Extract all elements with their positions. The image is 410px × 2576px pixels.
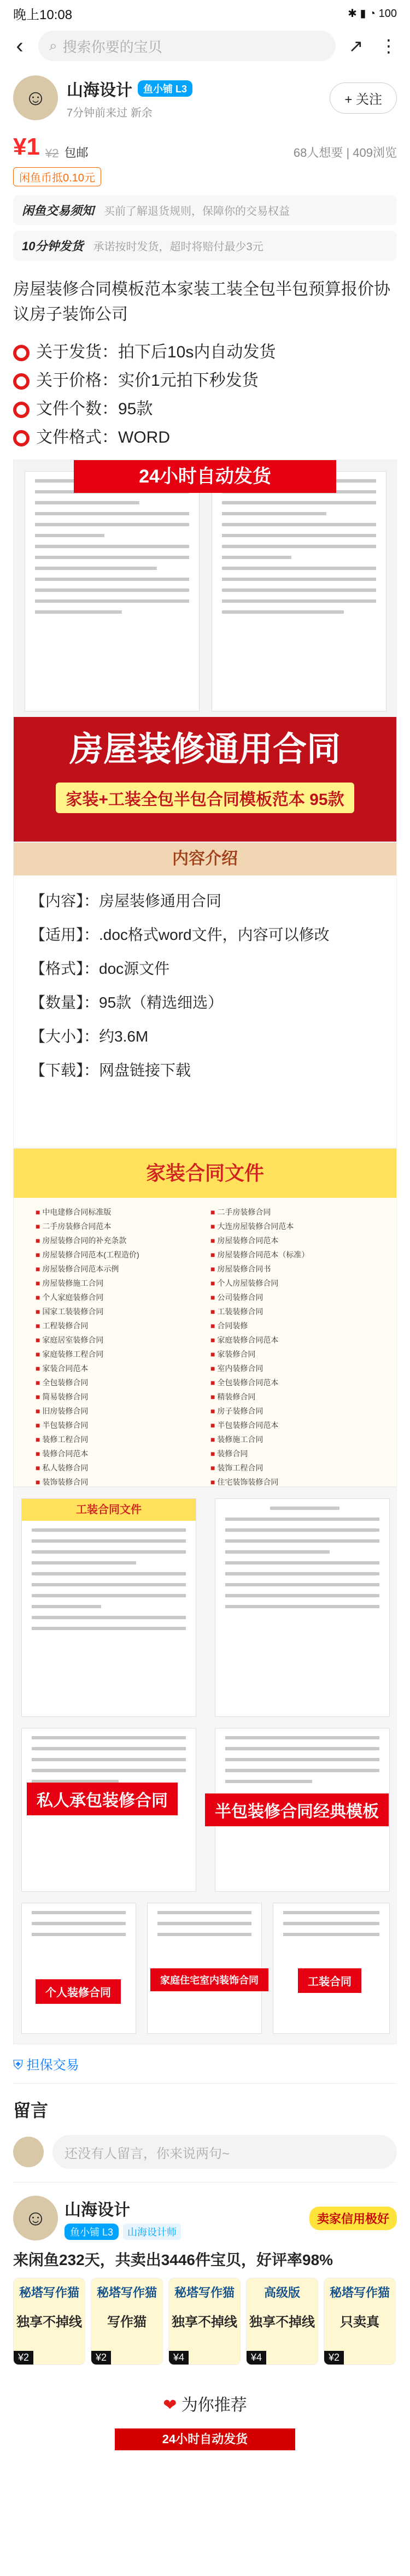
shield-icon: ⛨: [13, 2058, 27, 2073]
seller-card[interactable]: [0, 2183, 410, 2378]
band-subtitle: 家装+工装全包半包合同模板范本 95款: [56, 783, 354, 813]
search-input[interactable]: [38, 31, 336, 61]
messages-title: 留言: [13, 2101, 49, 2120]
file-item: ■ 房屋装修合同的补充条款: [36, 1235, 200, 1246]
guarantee-text: 担保交易: [26, 2058, 79, 2073]
recommend-banner[interactable]: 24小时自动发货: [115, 2428, 295, 2450]
file-item: ■ 中电建修合同标准版: [36, 1207, 200, 1218]
detail-image-4[interactable]: [13, 1487, 397, 2044]
more-icon[interactable]: ⋮: [380, 36, 397, 56]
circle-icon: [13, 430, 30, 446]
sold-stats: 来闲鱼232天，共卖出3446件宝贝，好评率98%: [13, 2251, 333, 2268]
file-item: ■ 公司装修合同: [210, 1292, 374, 1303]
seller-items: [13, 2278, 397, 2365]
thumb-price: ¥4: [169, 2351, 189, 2365]
thumb-price: ¥2: [324, 2351, 344, 2365]
band-title: 房屋装修通用合同: [69, 731, 341, 768]
file-item: ■ 家庭装修合同范本: [210, 1334, 374, 1345]
level-badge: 鱼小铺 L3: [138, 80, 192, 97]
file-item: ■ 大连房屋装修合同范本: [210, 1221, 374, 1232]
file-item: ■ 房子装修合同: [210, 1405, 374, 1416]
credit-badge: 卖家信用极好: [309, 2207, 397, 2230]
thumb-price: ¥2: [91, 2351, 111, 2365]
file-item: ■ 全包装修合同范本: [210, 1377, 374, 1388]
file-item: ■ 房屋装修合同范本示例: [36, 1263, 200, 1274]
file-item: ■ 装饰装修合同: [36, 1477, 200, 1487]
feature-list: [0, 338, 410, 452]
file-item: ■ 半包装修合同: [36, 1420, 200, 1431]
thumb-title: 高级版: [263, 2286, 300, 2299]
contract-band: [14, 717, 396, 842]
feature-item: [13, 395, 397, 424]
thumb-sub: 只卖真: [340, 2315, 379, 2330]
feature-text: 关于价格：实价1元拍下秒发货: [36, 372, 259, 390]
detail-image-2[interactable]: [13, 842, 397, 1148]
doc-preview: [21, 1498, 196, 1717]
notice-text: 承诺按时发货，超时将赔付最少3元: [93, 241, 263, 253]
original-price: ¥2: [45, 146, 59, 160]
caption-5: 工装合同: [298, 1968, 361, 1993]
info-row: 【数量】：95款（精选细选）: [30, 994, 224, 1011]
file-item: ■ 装修合同: [210, 1448, 374, 1459]
feature-text: 文件个数：95款: [36, 400, 153, 418]
status-right: ✱ ▮ ◔ 100: [348, 7, 397, 20]
file-item: ■ 家庭居室装修合同: [36, 1334, 200, 1345]
file-item: ■ 房屋装修合同范本（标准）: [210, 1249, 374, 1260]
message-box: [13, 2135, 397, 2169]
seller-item[interactable]: [246, 2278, 318, 2365]
seller-info: [0, 66, 410, 130]
feature-text: 文件格式：WORD: [36, 428, 170, 446]
thumb-price: ¥2: [14, 2351, 33, 2365]
status-time: 晚上10:08: [13, 7, 73, 22]
coin-badge: 闲鱼币抵0.10元: [13, 167, 101, 186]
file-item: ■ 室内装修合同: [210, 1363, 374, 1374]
thumb-sub: 写作猫: [107, 2315, 147, 2330]
thumb-sub: 独享不掉线: [16, 2315, 82, 2330]
doc-preview: [215, 1498, 390, 1717]
thumb-price: ¥4: [247, 2351, 266, 2365]
feature-item: [13, 338, 397, 367]
file-item: ■ 个人房屋装修合同: [210, 1278, 374, 1289]
share-icon[interactable]: ↗: [348, 36, 364, 56]
circle-icon: [13, 373, 30, 390]
info-row: 【下载】：网盘链接下载: [30, 1062, 191, 1079]
detail-image-1[interactable]: [13, 460, 397, 842]
view-stats: 68人想要 | 409浏览: [293, 146, 397, 160]
guarantee-link[interactable]: [0, 2044, 410, 2083]
follow-button[interactable]: + 关注: [330, 83, 397, 114]
caption-2: 半包装修合同经典模板: [205, 1793, 389, 1826]
file-item: ■ 全包装修合同: [36, 1377, 200, 1388]
top-bar: [0, 26, 410, 66]
thumb-title: 秘塔写作猫: [19, 2286, 79, 2299]
recommend-title: [0, 2378, 410, 2428]
heart-icon: ❤: [163, 2396, 181, 2414]
detail-image-3[interactable]: [13, 1148, 397, 1487]
file-item: ■ 工程装修合同: [36, 1320, 200, 1331]
avatar: [13, 2137, 44, 2167]
file-item: ■ 装修工程合同: [36, 1434, 200, 1445]
price-value: 1: [26, 133, 40, 160]
notice-label: 闲鱼交易须知: [22, 204, 95, 217]
work-list-title: 工装合同文件: [22, 1499, 196, 1521]
file-item: ■ 房屋装修合同书: [210, 1263, 374, 1274]
file-item: ■ 房屋装修施工合同: [36, 1278, 200, 1289]
seller-name[interactable]: 山海设计: [67, 81, 132, 99]
doc-preview: [21, 1903, 136, 2034]
thumb-title: 秘塔写作猫: [174, 2286, 235, 2299]
info-row: 【大小】：约3.6M: [30, 1028, 149, 1045]
doc-preview: [212, 471, 386, 711]
file-item: ■ 家装合同范本: [36, 1363, 200, 1374]
price-row: [0, 130, 410, 164]
info-row: 【格式】：doc源文件: [30, 960, 170, 977]
file-item: ■ 国家工装装修合同: [36, 1306, 200, 1317]
currency: ¥: [13, 133, 27, 160]
file-list: [14, 1198, 396, 1487]
file-item: ■ 家庭装修工程合同: [36, 1349, 200, 1360]
message-input[interactable]: 还没有人留言，你来说两句~: [52, 2135, 397, 2169]
recommend-text: 为你推荐: [181, 2396, 247, 2414]
file-item: ■ 个人家庭装修合同: [36, 1292, 200, 1303]
file-item: ■ 二手房装修合同范本: [36, 1221, 200, 1232]
file-item: ■ 装修合同范本: [36, 1448, 200, 1459]
notice-1[interactable]: [13, 195, 397, 225]
feature-text: 关于发货：拍下后10s内自动发货: [36, 343, 276, 361]
caption-3: 个人装修合同: [36, 1979, 121, 2004]
seller-item[interactable]: [324, 2278, 396, 2365]
info-row: 【适用】：.doc格式word文件，内容可以修改: [30, 926, 330, 943]
file-item: ■ 二手房装修合同: [210, 1207, 374, 1218]
thumb-sub: 独享不掉线: [249, 2315, 315, 2330]
file-item: ■ 半包装修合同范本: [210, 1420, 374, 1431]
file-item: ■ 住宅装饰装修合同: [210, 1477, 374, 1487]
avatar[interactable]: ☺: [13, 2196, 58, 2240]
thumb-title: 秘塔写作猫: [329, 2286, 390, 2299]
file-item: ■ 装修施工合同: [210, 1434, 374, 1445]
notice-label: 10分钟发货: [22, 239, 84, 253]
file-item: ■ 精装修合同: [210, 1391, 374, 1402]
last-seen: 7分钟前来过: [67, 107, 128, 119]
doc-preview: [25, 471, 200, 711]
feature-item: [13, 367, 397, 395]
seller-item[interactable]: [13, 2278, 85, 2365]
search-placeholder: 搜索你要的宝贝: [62, 38, 162, 55]
shipping-label: 包邮: [64, 146, 89, 160]
avatar[interactable]: ☺: [13, 75, 58, 120]
location: 新余: [130, 107, 153, 119]
notice-2[interactable]: [13, 231, 397, 261]
thumb-sub: 独享不掉线: [172, 2315, 237, 2330]
file-item: ■ 房屋装修合同范本(工程造价): [36, 1249, 200, 1260]
seller-item[interactable]: [91, 2278, 163, 2365]
item-title: 房屋装修合同模板范本家装工装全包半包预算报价协议房子装饰公司: [13, 280, 390, 324]
notice-text: 买前了解退货规则，保障你的交易权益: [104, 205, 290, 217]
file-item: ■ 家装修合同: [210, 1349, 374, 1360]
seller-name: 山海设计: [65, 2201, 130, 2219]
file-list-title: 家装合同文件: [14, 1149, 396, 1198]
seller-item[interactable]: [168, 2278, 241, 2365]
file-item: ■ 简易装修合同: [36, 1391, 200, 1402]
caption-4: 家庭住宅室内装饰合同: [150, 1968, 268, 1991]
back-icon[interactable]: ‹: [16, 33, 24, 58]
level-badge: 鱼小铺 L3: [65, 2224, 119, 2240]
info-row: 【内容】：房屋装修通用合同: [30, 892, 222, 909]
file-item: ■ 装饰工程合同: [210, 1462, 374, 1473]
price: [13, 133, 40, 161]
seller-tag: 山海设计师: [123, 2224, 181, 2240]
search-icon: ⌕: [49, 37, 57, 54]
circle-icon: [13, 345, 30, 361]
file-item: ■ 工装装修合同: [210, 1306, 374, 1317]
detail-images: [13, 460, 397, 2044]
file-item: ■ 房屋装修合同范本: [210, 1235, 374, 1246]
file-item: ■ 私人装修合同: [36, 1462, 200, 1473]
auto-ship-banner: 24小时自动发货: [74, 460, 336, 493]
thumb-title: 秘塔写作猫: [96, 2286, 157, 2299]
file-item: ■ 旧房装修合同: [36, 1405, 200, 1416]
status-bar: [0, 0, 410, 26]
info-title: 内容介绍: [14, 843, 396, 875]
feature-item: [13, 424, 397, 452]
circle-icon: [13, 402, 30, 418]
caption-1: 私人承包装修合同: [27, 1783, 178, 1815]
file-item: ■ 合同装修: [210, 1320, 374, 1331]
